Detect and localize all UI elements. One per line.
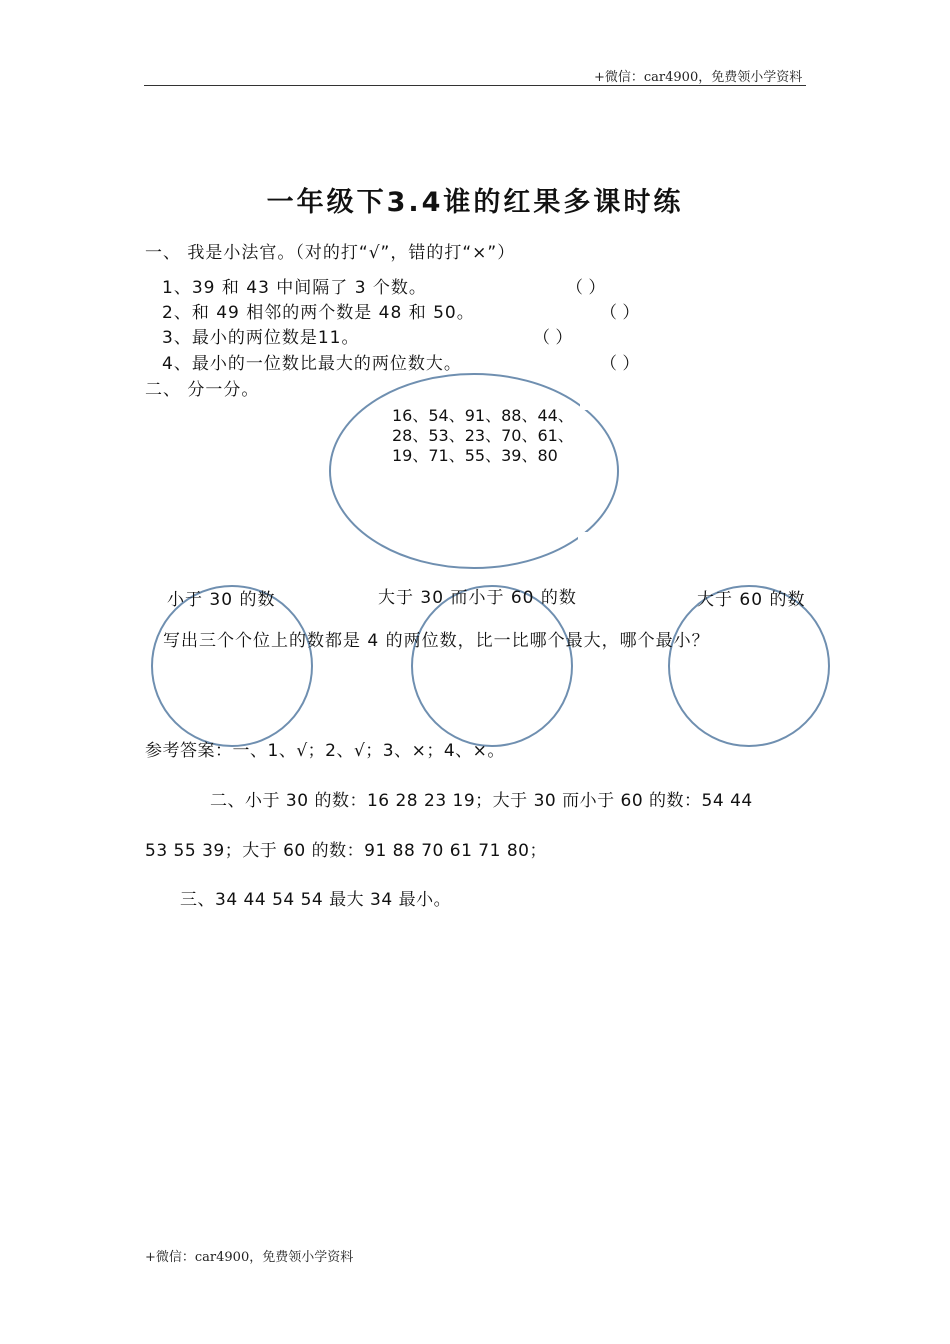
- judge-item-2: 2、和 49 相邻的两个数是 48 和 50。: [162, 303, 475, 323]
- category-circle-30-60: [412, 586, 572, 746]
- page-title: 一年级下3.4谁的红果多课时练: [266, 187, 684, 218]
- section1-heading: 一、 我是小法官。（对的打“√”，错的打“×”）: [145, 243, 516, 263]
- ellipse-gap-bottom: [578, 532, 600, 550]
- category-label-less-30: 小于 30 的数: [167, 590, 276, 610]
- judge-item-3: 3、最小的两位数是11。: [162, 328, 360, 348]
- section2-heading: 二、 分一分。: [145, 380, 260, 400]
- page-header: +微信：car4900，免费领小学资料: [594, 70, 803, 85]
- judge-item-4: 4、最小的一位数比最大的两位数大。: [162, 354, 462, 374]
- judge-answer-blank-4[interactable]: （ ）: [600, 354, 640, 374]
- answers-line-1: 参考答案：一、1、√；2、√；3、×；4、×。: [145, 741, 505, 761]
- answers-line-3: 53 55 39；大于 60 的数：91 88 70 61 71 80；: [145, 841, 547, 861]
- answers-line-2: 二、小于 30 的数：16 28 23 19；大于 30 而小于 60 的数：54 44: [210, 791, 753, 811]
- number-line-2: 28、53、23、70、61、: [392, 426, 574, 445]
- answers-line-4: 三、34 44 54 54 最大 34 最小。: [180, 890, 452, 910]
- judge-answer-blank-1[interactable]: （ ）: [566, 278, 606, 298]
- number-line-3: 19、71、55、39、80: [392, 446, 558, 465]
- category-circle-less-30: [152, 586, 312, 746]
- category-label-30-60: 大于 30 而小于 60 的数: [378, 588, 577, 608]
- judge-answer-blank-2[interactable]: （ ）: [600, 303, 640, 323]
- category-circle-over-60: [669, 586, 829, 746]
- judge-answer-blank-3[interactable]: （ ）: [533, 328, 573, 348]
- number-pool-ellipse: [330, 374, 618, 568]
- category-label-over-60: 大于 60 的数: [697, 590, 806, 610]
- section3-question: 写出三个个位上的数都是 4 的两位数，比一比哪个最大，哪个最小？: [163, 631, 710, 651]
- judge-item-1: 1、39 和 43 中间隔了 3 个数。: [162, 278, 427, 298]
- ellipse-gap-top: [580, 388, 602, 410]
- page-footer: +微信：car4900，免费领小学资料: [145, 1250, 354, 1265]
- number-line-1: 16、54、91、88、44、: [392, 406, 574, 425]
